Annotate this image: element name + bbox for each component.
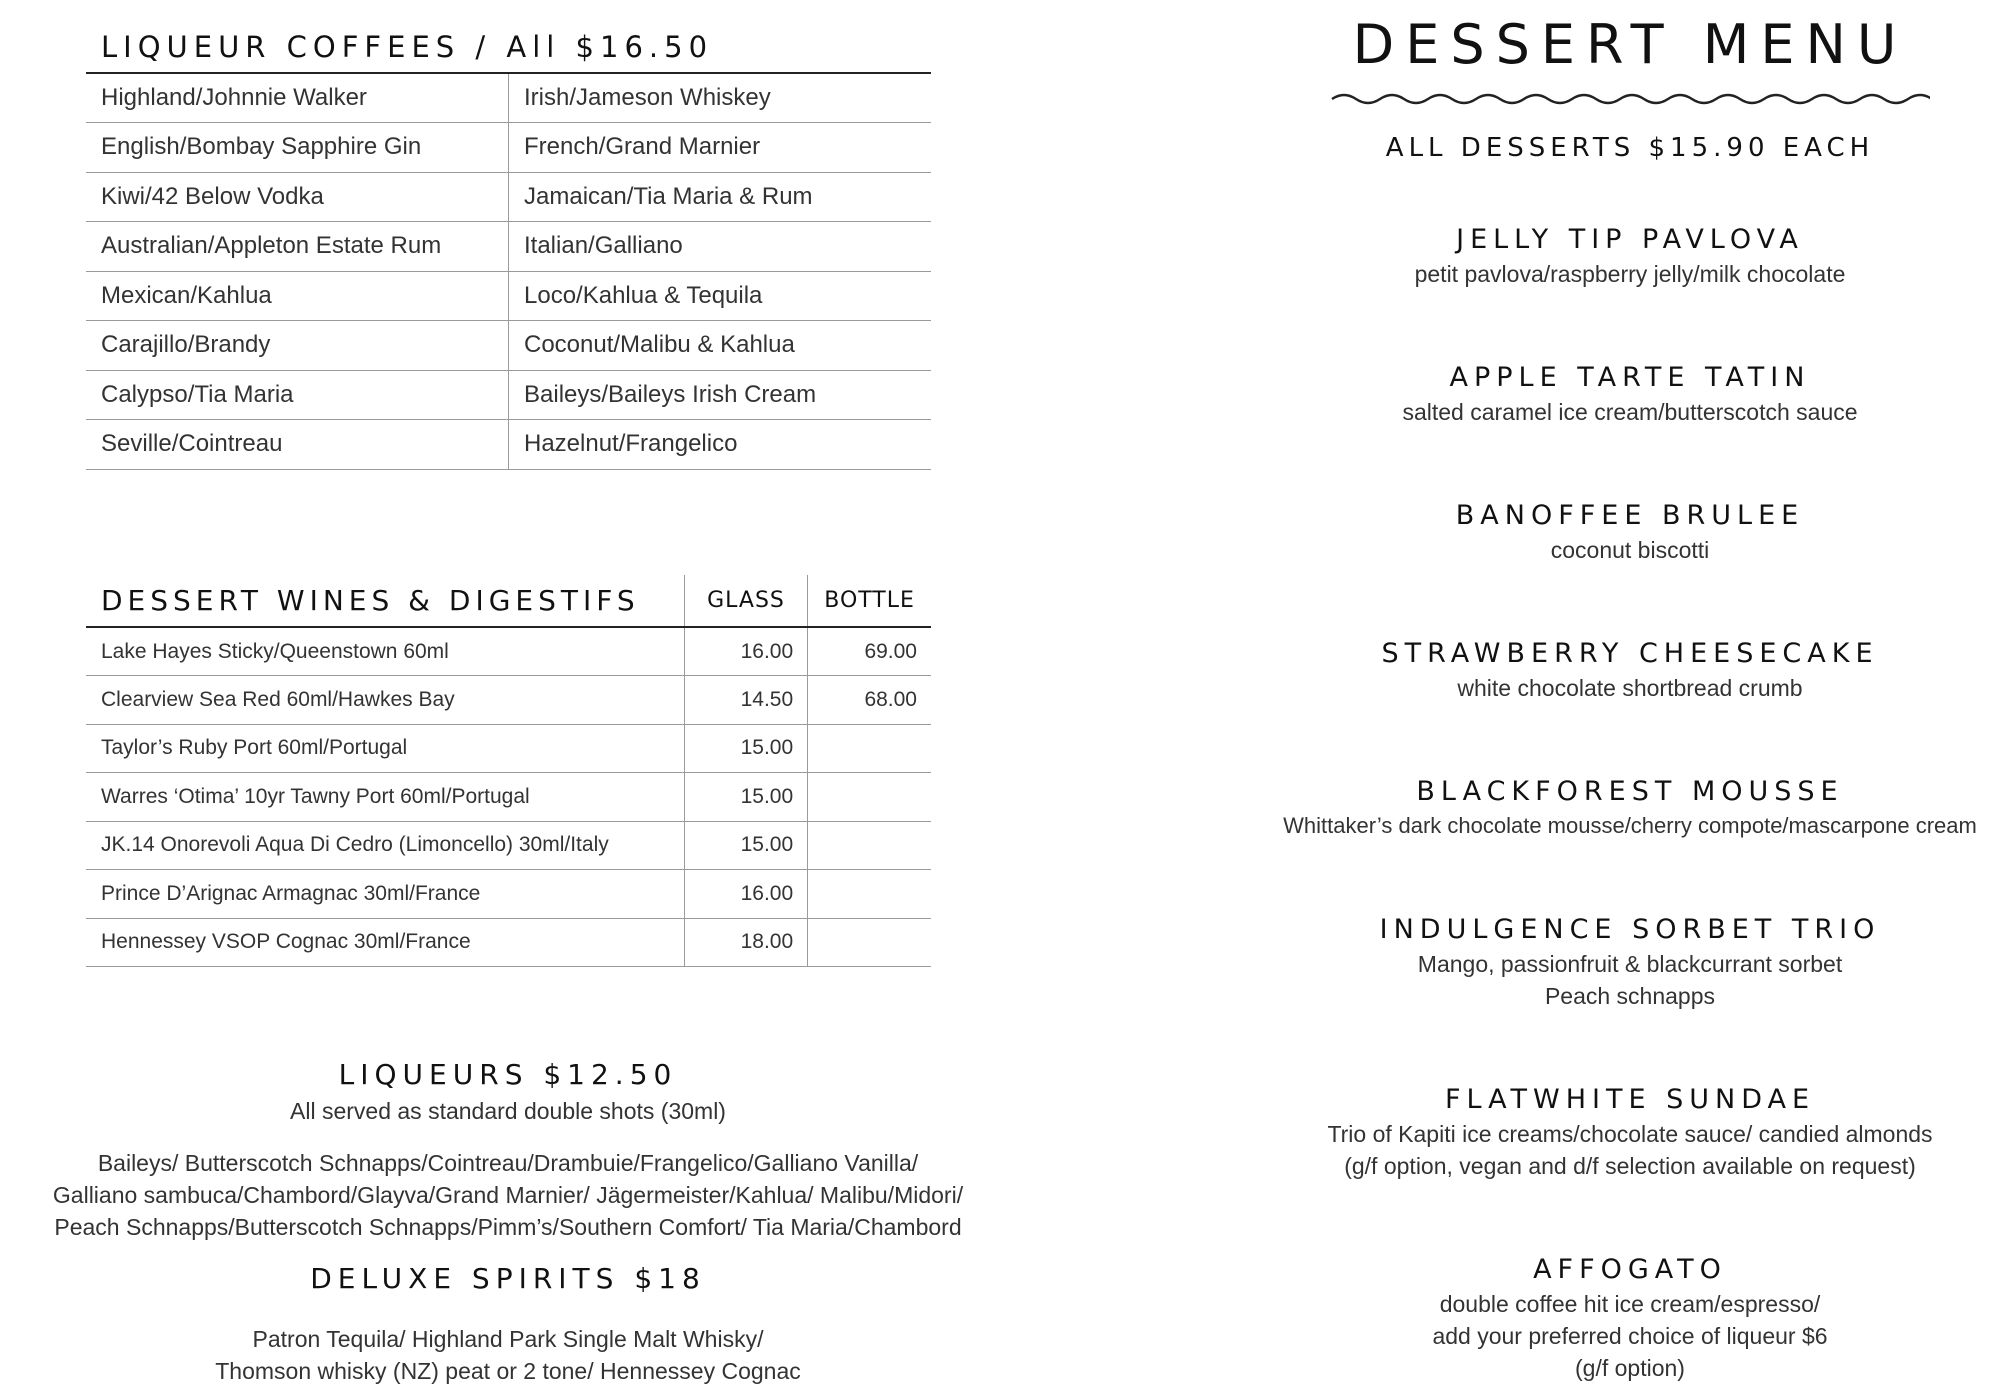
- liqueur-coffees-title: LIQUEUR COFFEES / All $16.50: [101, 30, 714, 64]
- dessert-item: [1260, 498, 1999, 566]
- liqueur-coffees-table: [86, 72, 931, 470]
- dessert-description: add your preferred choice of liqueur $6: [1432, 1323, 1828, 1349]
- wine-name: JK.14 Onorevoli Aqua Di Cedro (Limoncello) 30ml/Italy: [86, 821, 684, 870]
- bottle-price: [808, 918, 931, 967]
- coffee-item: Coconut/Malibu & Kahlua: [509, 321, 932, 371]
- glass-price: 18.00: [684, 918, 807, 967]
- liqueurs-title: LIQUEURS $12.50: [338, 1058, 678, 1091]
- table-row: [86, 370, 931, 420]
- wine-name: Clearview Sea Red 60ml/Hawkes Bay: [86, 676, 684, 725]
- table-row: [86, 73, 931, 123]
- liqueurs-list-line: Peach Schnapps/Butterscotch Schnapps/Pimm’s/Southern Comfort/ Tia Maria/Chambord: [54, 1214, 962, 1240]
- glass-price: 15.00: [684, 773, 807, 822]
- dessert-description: (g/f option, vegan and d/f selection available on request): [1344, 1153, 1916, 1179]
- bottle-column-header: BOTTLE: [808, 575, 931, 627]
- table-row: [86, 321, 931, 371]
- dessert-menu-section: [1260, 10, 1999, 1381]
- dessert-item: [1260, 912, 1999, 1012]
- bottle-price: [808, 821, 931, 870]
- table-row: [86, 627, 931, 676]
- dessert-item: [1260, 222, 1999, 290]
- dessert-name: APPLE TARTE TATIN: [1449, 362, 1811, 393]
- coffee-item: Carajillo/Brandy: [86, 321, 509, 371]
- dessert-menu-title: DESSERT MENU: [1352, 13, 1908, 76]
- wine-name: Prince D’Arignac Armagnac 30ml/France: [86, 870, 684, 919]
- dessert-menu-subtitle: ALL DESSERTS $15.90 EACH: [1385, 133, 1875, 163]
- coffee-item: Calypso/Tia Maria: [86, 370, 509, 420]
- table-row: [86, 773, 931, 822]
- dessert-description: double coffee hit ice cream/espresso/: [1439, 1291, 1821, 1317]
- dessert-description: white chocolate shortbread crumb: [1457, 675, 1803, 701]
- table-row: [86, 222, 931, 272]
- bottle-price: [808, 724, 931, 773]
- coffee-item: Baileys/Baileys Irish Cream: [509, 370, 932, 420]
- wave-divider-icon: [1330, 90, 1930, 108]
- dessert-wines-title: DESSERT WINES & DIGESTIFS: [86, 575, 684, 627]
- dessert-name: JELLY TIP PAVLOVA: [1456, 224, 1804, 255]
- table-row: [86, 123, 931, 173]
- coffee-item: Highland/Johnnie Walker: [86, 73, 509, 123]
- coffee-item: Italian/Galliano: [509, 222, 932, 272]
- table-row: [86, 821, 931, 870]
- coffee-item: English/Bombay Sapphire Gin: [86, 123, 509, 173]
- glass-price: 15.00: [684, 821, 807, 870]
- dessert-item: [1260, 360, 1999, 428]
- dessert-description: Trio of Kapiti ice creams/chocolate sauce/ candied almonds: [1327, 1121, 1933, 1147]
- dessert-name: BANOFFEE BRULEE: [1455, 500, 1805, 531]
- liqueurs-subtitle: All served as standard double shots (30ml): [290, 1098, 726, 1124]
- dessert-item: [1260, 774, 1999, 842]
- table-row: [86, 918, 931, 967]
- coffee-item: Jamaican/Tia Maria & Rum: [509, 172, 932, 222]
- dessert-description: Peach schnapps: [1544, 983, 1716, 1009]
- table-row: [86, 271, 931, 321]
- coffee-item: Seville/Cointreau: [86, 420, 509, 470]
- dessert-item: [1260, 1082, 1999, 1182]
- dessert-name: BLACKFOREST MOUSSE: [1416, 776, 1844, 807]
- wine-name: Warres ‘Otima’ 10yr Tawny Port 60ml/Portugal: [86, 773, 684, 822]
- glass-price: 14.50: [684, 676, 807, 725]
- coffee-item: Kiwi/42 Below Vodka: [86, 172, 509, 222]
- dessert-name: STRAWBERRY CHEESECAKE: [1381, 638, 1879, 669]
- coffee-item: Mexican/Kahlua: [86, 271, 509, 321]
- deluxe-spirits-line: Patron Tequila/ Highland Park Single Malt Whisky/: [252, 1326, 764, 1352]
- dessert-description: salted caramel ice cream/butterscotch sauce: [1402, 399, 1858, 425]
- dessert-item: [1260, 1252, 1999, 1384]
- table-row: [86, 172, 931, 222]
- bottle-price: [808, 773, 931, 822]
- dessert-description: Mango, passionfruit & blackcurrant sorbet: [1417, 951, 1843, 977]
- dessert-description: petit pavlova/raspberry jelly/milk chocolate: [1414, 261, 1846, 287]
- table-row: [86, 676, 931, 725]
- liqueurs-list-line: Galliano sambuca/Chambord/Glayva/Grand Marnier/ Jägermeister/Kahlua/ Malibu/Midori/: [52, 1182, 964, 1208]
- glass-price: 16.00: [684, 870, 807, 919]
- liqueurs-section: [0, 1055, 1016, 1387]
- deluxe-spirits-title: DELUXE SPIRITS $18: [310, 1262, 706, 1295]
- table-row: [86, 870, 931, 919]
- glass-price: 15.00: [684, 724, 807, 773]
- coffee-item: Hazelnut/Frangelico: [509, 420, 932, 470]
- coffee-item: Australian/Appleton Estate Rum: [86, 222, 509, 272]
- coffee-item: Loco/Kahlua & Tequila: [509, 271, 932, 321]
- table-row: [86, 420, 931, 470]
- wine-name: Taylor’s Ruby Port 60ml/Portugal: [86, 724, 684, 773]
- dessert-description: coconut biscotti: [1550, 537, 1710, 563]
- dessert-wines-table: [86, 575, 931, 967]
- deluxe-spirits-line: Thomson whisky (NZ) peat or 2 tone/ Hennessey Cognac: [215, 1358, 801, 1384]
- coffee-item: French/Grand Marnier: [509, 123, 932, 173]
- table-row: [86, 724, 931, 773]
- dessert-description: (g/f option): [1575, 1355, 1685, 1381]
- table-header-row: [86, 575, 931, 627]
- bottle-price: [808, 870, 931, 919]
- bottle-price: 69.00: [808, 627, 931, 676]
- liqueurs-list-line: Baileys/ Butterscotch Schnapps/Cointreau/Drambuie/Frangelico/Galliano Vanilla/: [97, 1150, 919, 1176]
- dessert-name: FLATWHITE SUNDAE: [1444, 1084, 1816, 1115]
- bottle-price: 68.00: [808, 676, 931, 725]
- dessert-name: AFFOGATO: [1533, 1254, 1727, 1285]
- wine-name: Hennessey VSOP Cognac 30ml/France: [86, 918, 684, 967]
- dessert-description: Whittaker’s dark chocolate mousse/cherry compote/mascarpone cream: [1283, 813, 1977, 838]
- wine-name: Lake Hayes Sticky/Queenstown 60ml: [86, 627, 684, 676]
- glass-price: 16.00: [684, 627, 807, 676]
- glass-column-header: GLASS: [684, 575, 807, 627]
- dessert-item: [1260, 636, 1999, 704]
- coffee-item: Irish/Jameson Whiskey: [509, 73, 932, 123]
- dessert-name: INDULGENCE SORBET TRIO: [1379, 914, 1881, 945]
